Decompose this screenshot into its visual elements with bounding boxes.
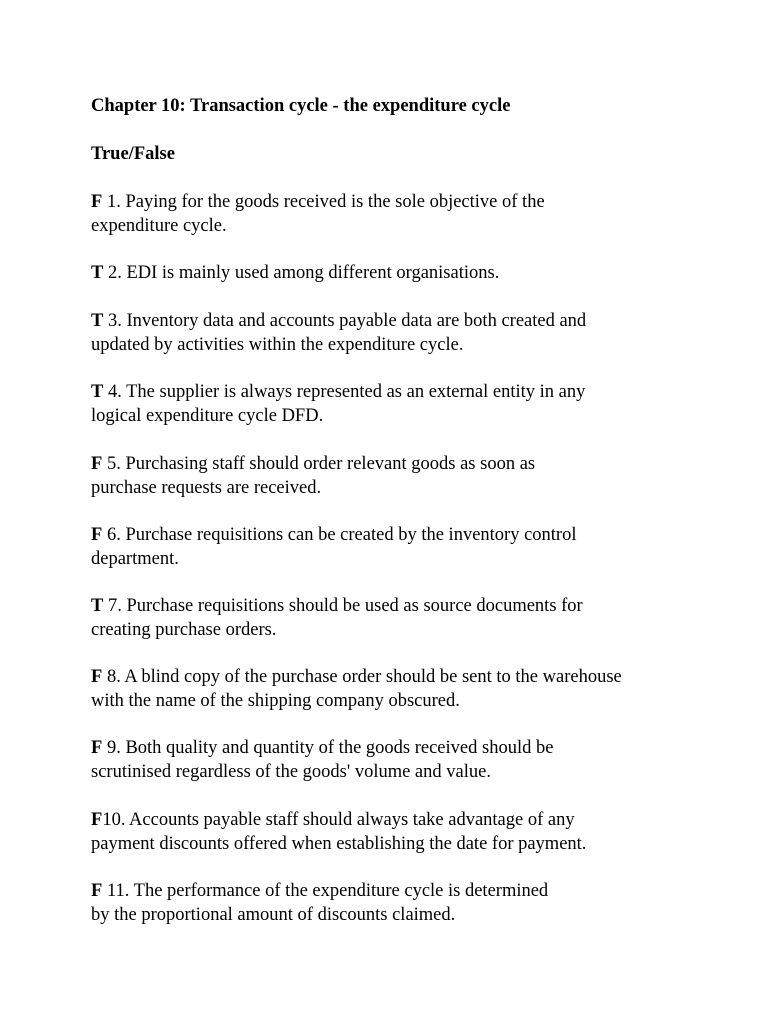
question-text: creating purchase orders. [91,620,277,640]
question-line [91,665,751,689]
question-item [91,380,751,428]
question-text: 4. The supplier is always represented as an external entity in any [103,382,586,402]
question-text: 7. Purchase requisitions should be used as source documents for [103,596,583,616]
answer-marker: F [91,738,103,758]
question-text: logical expenditure cycle DFD. [91,406,324,426]
question-text: 5. Purchasing staff should order relevant goods as soon as [102,454,536,474]
question-text: updated by activities within the expenditure cycle. [91,335,464,355]
question-text: 11. The performance of the expenditure cycle is determined [102,881,549,901]
answer-marker: F [91,667,103,687]
question-text: 2. EDI is mainly used among different organisations. [103,263,500,283]
question-line [91,523,751,547]
question-line [91,879,751,903]
question-item [91,309,751,357]
question-line [91,309,751,333]
section-title: True/False [91,144,175,164]
question-item [91,190,751,238]
question-item [91,452,751,500]
question-item [91,523,751,571]
question-line [91,594,751,618]
answer-marker: F [91,525,103,545]
answer-marker: T [91,596,104,616]
question-text: by the proportional amount of discounts claimed. [91,905,456,925]
answer-marker: F [91,810,103,830]
question-text: 3. Inventory data and accounts payable data are both created and [103,311,587,331]
question-line [91,736,751,760]
answer-marker: F [91,881,103,901]
question-item [91,594,751,642]
question-text: 8. A blind copy of the purchase order should be sent to the warehouse [102,667,622,687]
question-text: department. [91,549,179,569]
answer-marker: T [91,263,104,283]
answer-marker: T [91,311,104,331]
question-text: 6. Purchase requisitions can be created by the inventory control [102,525,577,545]
question-item [91,808,751,856]
question-item [91,879,751,927]
question-line [91,452,751,476]
answer-marker: T [91,382,104,402]
question-text: scrutinised regardless of the goods' volume and value. [91,762,491,782]
question-text: purchase requests are received. [91,478,322,498]
question-text: 9. Both quality and quantity of the goods received should be [102,738,554,758]
question-line [91,190,751,214]
question-text: payment discounts offered when establishing the date for payment. [91,834,587,854]
chapter-title: Chapter 10: Transaction cycle - the expenditure cycle [91,96,511,116]
question-text: 10. Accounts payable staff should always take advantage of any [102,810,575,830]
question-text: 1. Paying for the goods received is the sole objective of the [102,192,545,212]
question-item [91,736,751,784]
question-line [91,380,751,404]
question-item [91,261,751,285]
question-text: expenditure cycle. [91,216,227,236]
question-item [91,665,751,713]
question-line [91,261,751,285]
question-line [91,808,751,832]
answer-marker: F [91,454,103,474]
question-text: with the name of the shipping company obscured. [91,691,460,711]
answer-marker: F [91,192,103,212]
